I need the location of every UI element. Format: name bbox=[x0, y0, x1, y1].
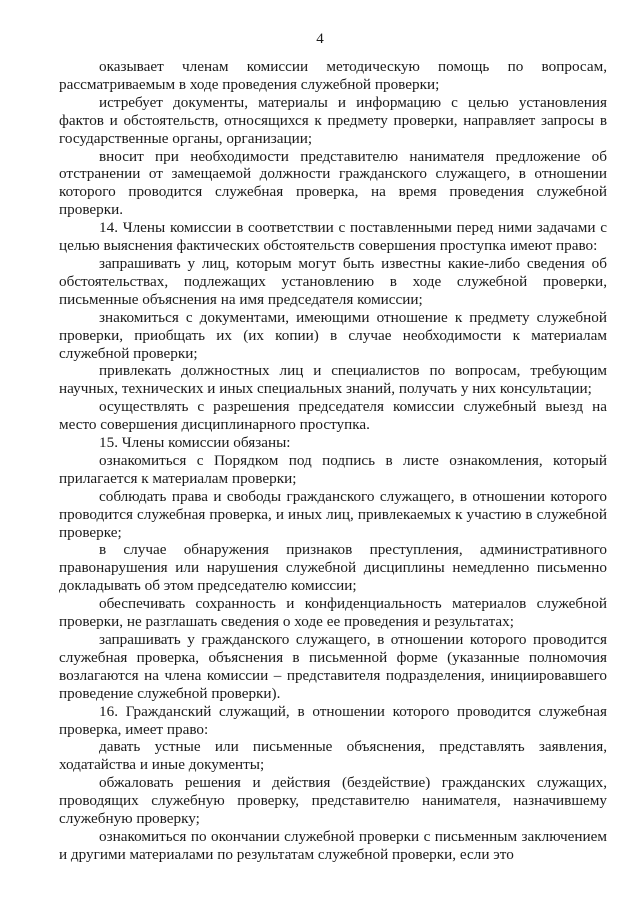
paragraph: ознакомиться с Порядком под подпись в листе ознакомления, который прилагается к материалам проверки; bbox=[59, 451, 607, 487]
paragraph: ознакомиться по окончании служебной проверки с письменным заключением и другими материалами по результатам служебной проверки, если это bbox=[59, 827, 607, 863]
paragraph: обеспечивать сохранность и конфиденциальность материалов служебной проверки, не разглашать сведения о ходе ее проведения и результатах; bbox=[59, 595, 607, 631]
paragraph: в случае обнаружения признаков преступления, административного правонарушения или нарушения служебной дисциплины немедленно письменно докладывать об этом председателю комиссии; bbox=[59, 541, 607, 595]
document-body bbox=[59, 58, 607, 864]
paragraph: оказывает членам комиссии методическую помощь по вопросам, рассматриваемым в ходе проведения служебной проверки; bbox=[59, 58, 607, 93]
paragraph: давать устные или письменные объяснения, представлять заявления, ходатайства и иные документы; bbox=[59, 738, 607, 774]
paragraph: обжаловать решения и действия (бездействие) гражданских служащих, проводящих служебную проверку, представителю нанимателя, назначившему служебную проверку; bbox=[59, 774, 607, 828]
paragraph-section-15: 15. Члены комиссии обязаны: bbox=[99, 434, 291, 452]
paragraph: соблюдать права и свободы гражданского служащего, в отношении которого проводится служебная проверка, и иных лиц, привлекаемых к участию в служебной проверке; bbox=[59, 487, 607, 541]
paragraph: истребует документы, материалы и информацию с целью установления фактов и обстоятельств, относящихся к предмету проверки, направляет запросы в государственные органы, организации; bbox=[59, 93, 607, 147]
paragraph: осуществлять с разрешения председателя комиссии служебный выезд на место совершения дисциплинарного проступка. bbox=[59, 398, 607, 434]
paragraph: вносит при необходимости представителю нанимателя предложение об отстранении от замещаемой должности гражданского служащего, в отношении которого проводится служебная проверка, на время проведения служебной проверки. bbox=[59, 147, 607, 219]
paragraph: запрашивать у гражданского служащего, в отношении которого проводится служебная проверка, объяснения в письменной форме (указанные полномочия возлагаются на члена комиссии – представителя подразделения, инициировавшего проведение служебной проверки). bbox=[59, 631, 607, 702]
page-number: 4 bbox=[316, 31, 324, 47]
paragraph-section-14: 14. Члены комиссии в соответствии с поставленными перед ними задачами с целью выяснения фактических обстоятельств совершения проступка имеют право: bbox=[59, 219, 607, 255]
paragraph: запрашивать у лиц, которым могут быть известны какие-либо сведения об обстоятельствах, подлежащих установлению в ходе служебной проверки, письменные объяснения на имя председателя комиссии; bbox=[59, 254, 607, 308]
paragraph: знакомиться с документами, имеющими отношение к предмету служебной проверки, приобщать их (их копии) в случае необходимости к материалам служебной проверки; bbox=[59, 308, 607, 362]
paragraph: привлекать должностных лиц и специалистов по вопросам, требующим научных, технических и иных специальных знаний, получать у них консультации; bbox=[59, 362, 607, 398]
paragraph-section-16: 16. Гражданский служащий, в отношении которого проводится служебная проверка, имеет право: bbox=[59, 702, 607, 738]
